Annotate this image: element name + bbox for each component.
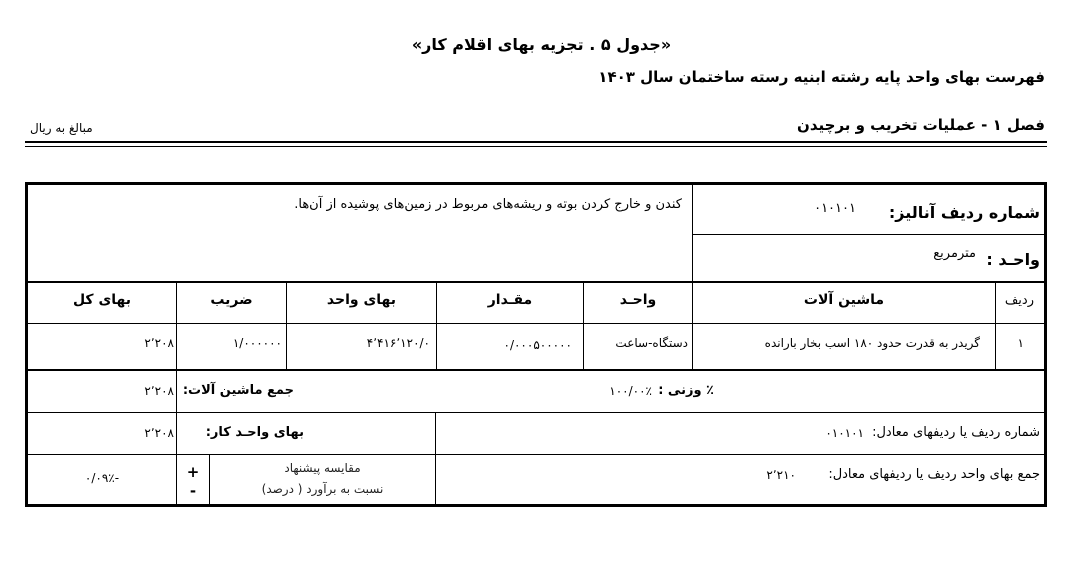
chapter-title: فصل ۱ - عملیات تخریب و برچیدن	[797, 116, 1045, 134]
weight-value: ۱۰۰/۰۰٪	[609, 384, 652, 398]
unit-work-price-label: بهای واحـد کار:	[205, 425, 304, 440]
unit-work-price-value: ۲٬۲۰۸	[144, 426, 174, 440]
cell-total-price: ۲٬۲۰۸	[144, 336, 174, 350]
vline-info	[692, 185, 693, 282]
header-total-price: بهای کل	[72, 292, 132, 308]
unit-label: واحـد :	[986, 250, 1040, 269]
hline-header-bottom	[28, 323, 1044, 324]
row-number-value: ۰۱۰۱۰۱	[814, 201, 856, 216]
header-quantity: مقـدار	[487, 292, 533, 308]
hline-weight-bottom	[28, 412, 1044, 413]
vline-summary-split	[435, 413, 436, 504]
hline-info-mid	[693, 234, 1044, 235]
header-rule-thin	[25, 146, 1047, 147]
header-unit: واحـد	[619, 292, 657, 308]
plus-sign: +	[186, 463, 200, 481]
comparison-label-line1: مقایسه پیشنهاد	[284, 461, 361, 475]
cell-unit-price: ۴٬۴۱۶٬۱۲۰/۰	[366, 336, 430, 350]
cell-machinery: گریدر به قدرت حدود ۱۸۰ اسب بخار بارانده	[764, 336, 980, 350]
comparison-label-line2: نسبت به برآورد ( درصد)	[261, 482, 384, 496]
header-row: ردیف	[1004, 293, 1034, 308]
document-subtitle: فهرست بهای واحد پایه رشته ابنیه رسته ساختمان سال ۱۴۰۳	[598, 68, 1045, 86]
minus-sign: -	[189, 482, 197, 500]
page-title: «جدول ۵ . تجزیه بهای اقلام کار»	[411, 35, 672, 54]
cell-unit: دستگاه-ساعت	[615, 336, 688, 350]
hline-row1-bottom	[28, 369, 1044, 371]
currency-note: مبالغ به ریال	[30, 121, 93, 135]
analysis-table	[25, 182, 1047, 507]
unit-value: مترمربع	[933, 246, 976, 261]
header-rule-thick	[25, 141, 1047, 143]
vline-col-row	[995, 282, 996, 370]
equivalent-rows-label: شماره ردیف یا ردیفهای معادل:	[872, 425, 1040, 440]
weight-label: ٪ وزنی :	[658, 383, 714, 398]
equivalent-total-value: ۲٬۲۱۰	[766, 468, 796, 482]
cell-quantity: ۰/۰۰۰۵۰۰۰۰۰	[503, 338, 572, 352]
work-description: کندن و خارج کردن بوته و ریشه‌های مربوط در زمین‌های پوشیده از آن‌ها.	[294, 197, 682, 212]
hline-header-top	[28, 281, 1044, 283]
comparison-value: -۰/۰۹٪	[84, 471, 120, 485]
equivalent-rows-value: ۰۱۰۱۰۱	[825, 426, 864, 440]
cell-coefficient: ۱/۰۰۰۰۰۰	[232, 336, 282, 350]
header-coefficient: ضریب	[210, 292, 253, 308]
machinery-total-label: جمع ماشین آلات:	[182, 383, 294, 398]
header-unit-price: بهای واحد	[326, 292, 397, 308]
hline-unitprice-bottom	[28, 454, 1044, 455]
cell-row: ۱	[1017, 336, 1024, 350]
machinery-total-value: ۲٬۲۰۸	[144, 384, 174, 398]
header-machinery: ماشین آلات	[803, 292, 885, 308]
row-number-label: شماره ردیف آنالیز:	[888, 203, 1040, 222]
equivalent-total-label: جمع بهای واحد ردیف یا ردیفهای معادل:	[828, 467, 1040, 482]
